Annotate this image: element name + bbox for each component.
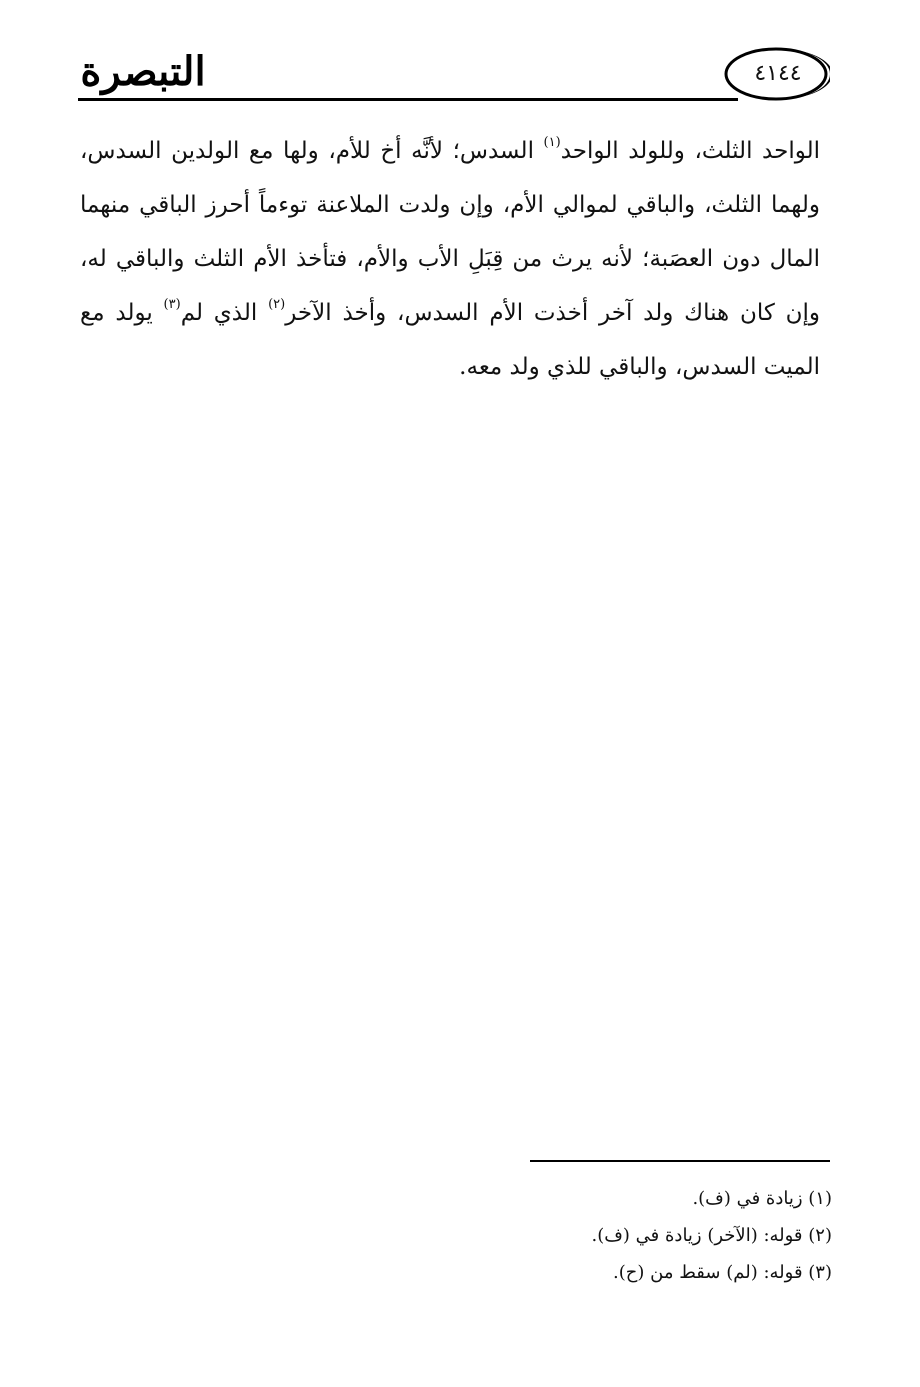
- header-rule: [78, 98, 738, 101]
- text-segment-1: الواحد الثلث، وللولد الواحد: [560, 138, 820, 164]
- footnote-marker-2: (٢): [268, 297, 286, 312]
- footnote-marker-3: (٣): [163, 297, 181, 312]
- footnotes: [330, 1180, 832, 1291]
- page-number-badge: [720, 44, 830, 102]
- main-paragraph: [80, 124, 820, 394]
- page-number: ٤١٤٤: [754, 61, 802, 86]
- footnote-2: (٢) قوله: (الآخر) زيادة في (ف).: [591, 1225, 832, 1246]
- footnote-marker-1: (١): [543, 135, 561, 150]
- footnote-3: (٣) قوله: (لم) سقط من (ح).: [613, 1262, 832, 1283]
- text-segment-4: يولد مع الميت السدس، والباقي للذي ولد معه.: [80, 300, 820, 380]
- book-title-logo: التبصرة: [80, 48, 206, 95]
- text-segment-2: السدس؛ لأنَّه أخ للأم، ولها مع الولدين السدس، ولهما الثلث، والباقي لموالي الأم، وإن ولدت الملاعنة توءماً أحرز الباقي منهما المال دون العصَبة؛ لأنه يرث من قِبَلِ الأب والأم، فتأخذ الأم الثلث والباقي له، وإن كان هناك ولد آخر أخذت الأم السدس، وأخذ الآخر: [80, 138, 821, 326]
- main-text: [80, 124, 820, 394]
- footnote-separator: [530, 1160, 830, 1162]
- text-segment-3: الذي لم: [180, 300, 269, 326]
- page-header: [78, 38, 830, 108]
- footnote-1: (١) زيادة في (ف).: [692, 1188, 832, 1209]
